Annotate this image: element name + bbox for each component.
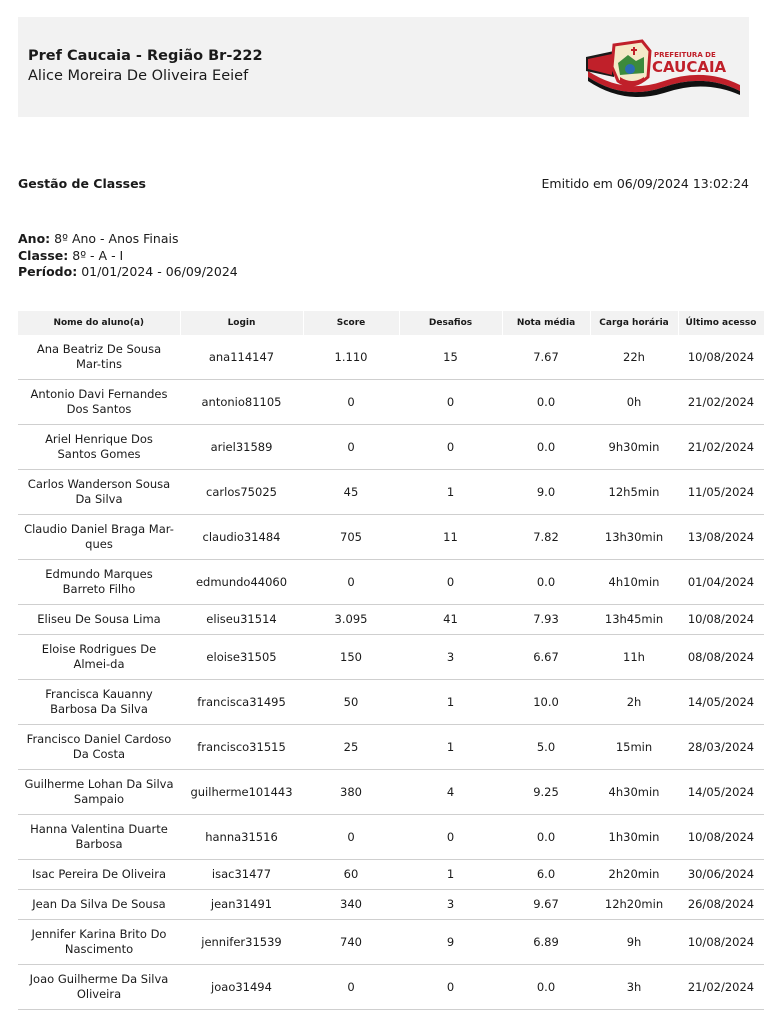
- cell-score: 0: [303, 965, 399, 1010]
- cell-name: Isac Pereira De Oliveira: [18, 860, 180, 890]
- cell-carga: 15min: [590, 725, 678, 770]
- col-header-acesso: Último acesso: [678, 311, 764, 335]
- table-row: [18, 770, 764, 815]
- cell-score: 45: [303, 470, 399, 515]
- cell-name: Eliseu De Sousa Lima: [18, 605, 180, 635]
- table-row: [18, 425, 764, 470]
- table-row: [18, 335, 764, 380]
- col-header-login: Login: [180, 311, 303, 335]
- org-name: Pref Caucaia - Região Br-222: [28, 48, 263, 64]
- cell-nota: 7.93: [502, 605, 590, 635]
- table-row: [18, 725, 764, 770]
- cell-score: 705: [303, 515, 399, 560]
- cell-nota: 0.0: [502, 965, 590, 1010]
- cell-login: ana114147: [180, 335, 303, 380]
- cell-carga: 4h10min: [590, 560, 678, 605]
- cell-login: edmundo44060: [180, 560, 303, 605]
- meta-classe: [18, 248, 238, 265]
- cell-nota: 9.67: [502, 890, 590, 920]
- cell-name: Claudio Daniel Braga Mar-ques: [18, 515, 180, 560]
- cell-nota: 0.0: [502, 425, 590, 470]
- cell-name: Francisca Kauanny Barbosa Da Silva: [18, 680, 180, 725]
- cell-acesso: 11/05/2024: [678, 470, 764, 515]
- cell-name: Joao Guilherme Da Silva Oliveira: [18, 965, 180, 1010]
- cell-score: 60: [303, 860, 399, 890]
- cell-login: joao31494: [180, 965, 303, 1010]
- cell-score: 3.095: [303, 605, 399, 635]
- cell-acesso: 10/08/2024: [678, 815, 764, 860]
- cell-name: Carlos Wanderson Sousa Da Silva: [18, 470, 180, 515]
- cell-carga: 12h20min: [590, 890, 678, 920]
- cell-score: 0: [303, 380, 399, 425]
- table-row: [18, 920, 764, 965]
- cell-name: Antonio Davi Fernandes Dos Santos: [18, 380, 180, 425]
- cell-login: guilherme101443: [180, 770, 303, 815]
- cell-login: isac31477: [180, 860, 303, 890]
- col-header-nome: Nome do aluno(a): [18, 311, 180, 335]
- logo-text-top: PREFEITURA DE: [654, 51, 716, 59]
- table-row: [18, 515, 764, 560]
- cell-name: Ariel Henrique Dos Santos Gomes: [18, 425, 180, 470]
- meta-classe-value: 8º - A - I: [68, 247, 124, 263]
- cell-acesso: 14/05/2024: [678, 770, 764, 815]
- cell-desafios: 0: [399, 815, 502, 860]
- caucaia-logo: [584, 37, 741, 99]
- cell-nota: 9.0: [502, 470, 590, 515]
- cell-acesso: 26/08/2024: [678, 890, 764, 920]
- meta-periodo-value: 01/01/2024 - 06/09/2024: [77, 264, 238, 279]
- emitted-timestamp: Emitido em 06/09/2024 13:02:24: [541, 176, 749, 191]
- cell-acesso: 21/02/2024: [678, 425, 764, 470]
- cell-score: 740: [303, 920, 399, 965]
- cell-acesso: 21/02/2024: [678, 965, 764, 1010]
- cell-nota: 6.89: [502, 920, 590, 965]
- cell-nota: 7.82: [502, 515, 590, 560]
- cell-desafios: 1: [399, 470, 502, 515]
- cell-carga: 3h: [590, 965, 678, 1010]
- cell-login: jean31491: [180, 890, 303, 920]
- report-title: Gestão de Classes: [18, 176, 146, 191]
- cell-nota: 5.0: [502, 725, 590, 770]
- cell-name: Jennifer Karina Brito Do Nascimento: [18, 920, 180, 965]
- cell-desafios: 0: [399, 380, 502, 425]
- table-row: [18, 965, 764, 1010]
- meta-ano-label: Ano:: [18, 231, 51, 246]
- cell-carga: 0h: [590, 380, 678, 425]
- cell-carga: 1h30min: [590, 815, 678, 860]
- cell-login: carlos75025: [180, 470, 303, 515]
- cell-carga: 22h: [590, 335, 678, 380]
- col-header-nota: Nota média: [502, 311, 590, 335]
- cell-desafios: 41: [399, 605, 502, 635]
- col-header-desafios: Desafios: [399, 311, 502, 335]
- cell-acesso: 08/08/2024: [678, 635, 764, 680]
- cell-login: jennifer31539: [180, 920, 303, 965]
- report-header: [18, 17, 749, 117]
- cell-login: francisco31515: [180, 725, 303, 770]
- cell-desafios: 4: [399, 770, 502, 815]
- cell-nota: 9.25: [502, 770, 590, 815]
- cell-login: eliseu31514: [180, 605, 303, 635]
- cell-acesso: 10/08/2024: [678, 335, 764, 380]
- cell-name: Hanna Valentina Duarte Barbosa: [18, 815, 180, 860]
- cell-acesso: 14/05/2024: [678, 680, 764, 725]
- cell-name: Jean Da Silva De Sousa: [18, 890, 180, 920]
- col-header-carga: Carga horária: [590, 311, 678, 335]
- table-row: [18, 680, 764, 725]
- table-row: [18, 605, 764, 635]
- cell-login: antonio81105: [180, 380, 303, 425]
- meta-ano-value: 8º Ano - Anos Finais: [50, 231, 179, 246]
- cell-login: francisca31495: [180, 680, 303, 725]
- meta-ano: [18, 231, 238, 248]
- cell-acesso: 10/08/2024: [678, 605, 764, 635]
- cell-desafios: 1: [399, 680, 502, 725]
- cell-desafios: 15: [399, 335, 502, 380]
- cell-desafios: 3: [399, 635, 502, 680]
- cell-nota: 0.0: [502, 560, 590, 605]
- cell-score: 0: [303, 425, 399, 470]
- cell-desafios: 1: [399, 860, 502, 890]
- cell-acesso: 28/03/2024: [678, 725, 764, 770]
- cell-name: Eloise Rodrigues De Almei-da: [18, 635, 180, 680]
- table-row: [18, 470, 764, 515]
- cell-score: 150: [303, 635, 399, 680]
- cell-desafios: 0: [399, 965, 502, 1010]
- cell-score: 50: [303, 680, 399, 725]
- cell-nota: 7.67: [502, 335, 590, 380]
- cell-carga: 4h30min: [590, 770, 678, 815]
- cell-desafios: 1: [399, 725, 502, 770]
- cell-login: hanna31516: [180, 815, 303, 860]
- cell-name: Ana Beatriz De Sousa Mar-tins: [18, 335, 180, 380]
- cell-carga: 13h30min: [590, 515, 678, 560]
- report-meta: [18, 231, 238, 281]
- cell-carga: 11h: [590, 635, 678, 680]
- cell-nota: 0.0: [502, 380, 590, 425]
- cell-desafios: 11: [399, 515, 502, 560]
- cell-acesso: 01/04/2024: [678, 560, 764, 605]
- table-header-row: [18, 311, 764, 335]
- cell-nota: 6.67: [502, 635, 590, 680]
- school-name: Alice Moreira De Oliveira Eeief: [28, 68, 249, 84]
- table-row: [18, 635, 764, 680]
- cell-carga: 2h: [590, 680, 678, 725]
- cell-nota: 0.0: [502, 815, 590, 860]
- students-table: [18, 311, 765, 1010]
- table-row: [18, 890, 764, 920]
- meta-periodo: [18, 264, 238, 281]
- meta-classe-label: Classe:: [18, 247, 69, 263]
- cell-acesso: 13/08/2024: [678, 515, 764, 560]
- cell-carga: 9h30min: [590, 425, 678, 470]
- meta-periodo-label: Período:: [18, 264, 78, 279]
- cell-acesso: 10/08/2024: [678, 920, 764, 965]
- cell-score: 0: [303, 560, 399, 605]
- cell-login: claudio31484: [180, 515, 303, 560]
- cell-name: Francisco Daniel Cardoso Da Costa: [18, 725, 180, 770]
- table-row: [18, 560, 764, 605]
- cell-score: 0: [303, 815, 399, 860]
- cell-score: 1.110: [303, 335, 399, 380]
- cell-carga: 2h20min: [590, 860, 678, 890]
- cell-score: 340: [303, 890, 399, 920]
- cell-acesso: 30/06/2024: [678, 860, 764, 890]
- table-row: [18, 860, 764, 890]
- cell-carga: 9h: [590, 920, 678, 965]
- logo-text-main: CAUCAIA: [652, 58, 727, 76]
- cell-score: 25: [303, 725, 399, 770]
- col-header-score: Score: [303, 311, 399, 335]
- cell-carga: 12h5min: [590, 470, 678, 515]
- cell-nota: 10.0: [502, 680, 590, 725]
- cell-acesso: 21/02/2024: [678, 380, 764, 425]
- cell-name: Edmundo Marques Barreto Filho: [18, 560, 180, 605]
- cell-carga: 13h45min: [590, 605, 678, 635]
- table-row: [18, 815, 764, 860]
- cell-desafios: 9: [399, 920, 502, 965]
- table-row: [18, 380, 764, 425]
- cell-name: Guilherme Lohan Da Silva Sampaio: [18, 770, 180, 815]
- cell-login: ariel31589: [180, 425, 303, 470]
- cell-nota: 6.0: [502, 860, 590, 890]
- cell-score: 380: [303, 770, 399, 815]
- cell-desafios: 3: [399, 890, 502, 920]
- cell-desafios: 0: [399, 560, 502, 605]
- cell-login: eloise31505: [180, 635, 303, 680]
- cell-desafios: 0: [399, 425, 502, 470]
